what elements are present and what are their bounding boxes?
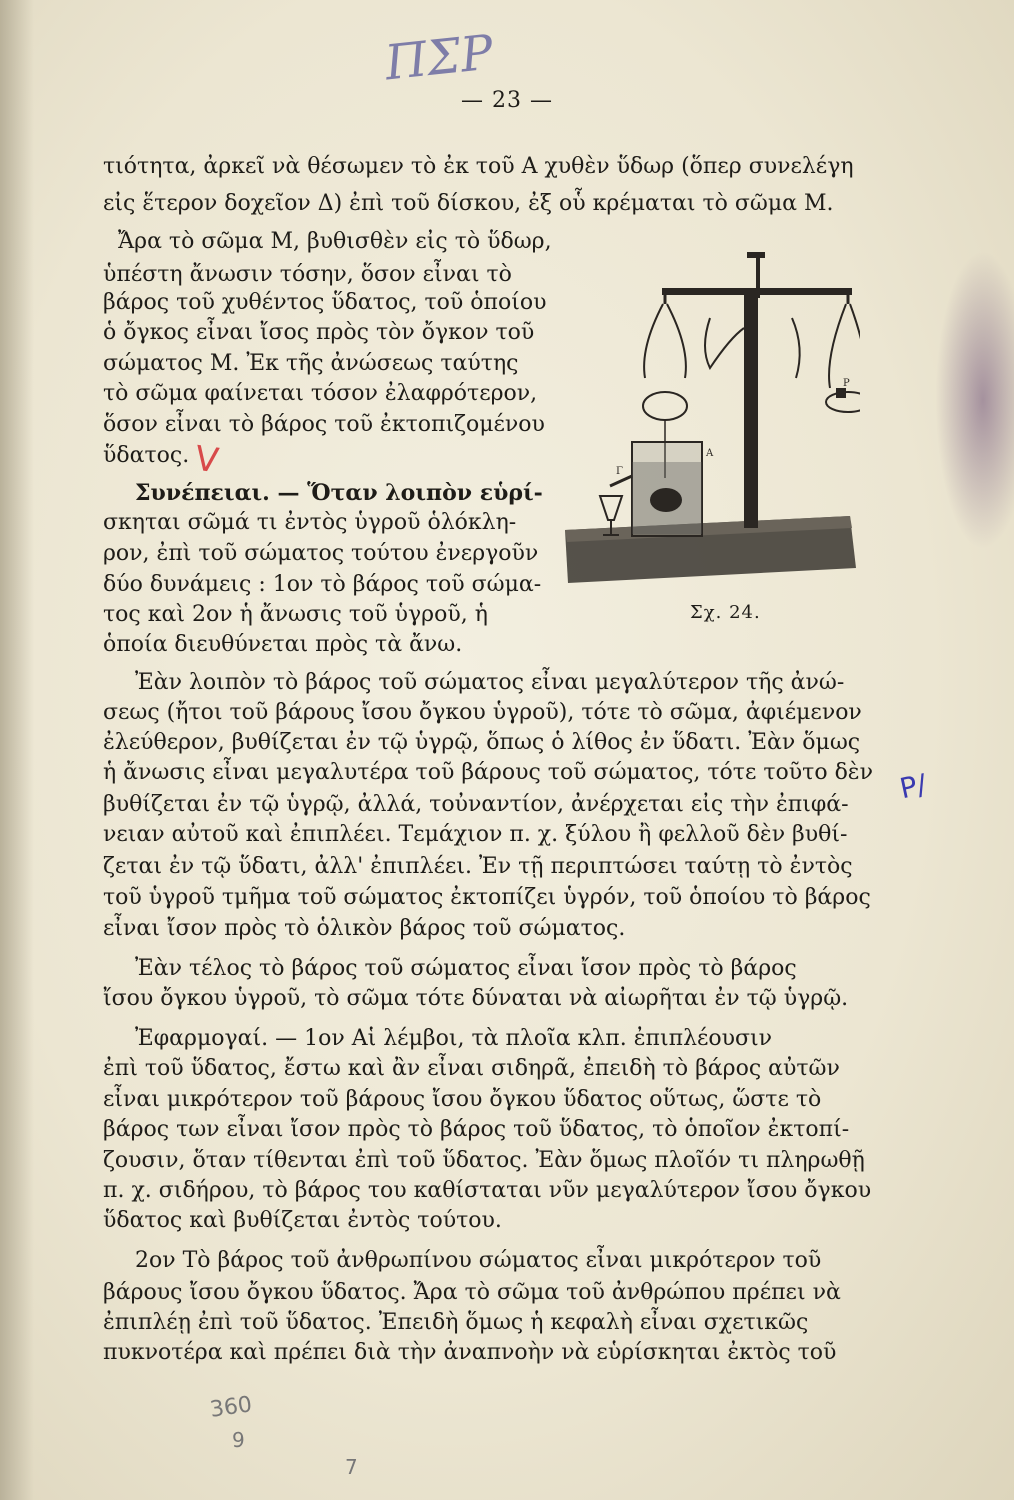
text-line: βυθίζεται ἐν τῷ ὑγρῷ, ἀλλά, τοὐναντίον, ἀνέρχεται εἰς τὴν ἐπιφά- — [103, 792, 849, 817]
text-line: ὅσον εἶναι τὸ βάρος τοῦ ἐκτοπιζομένου — [103, 412, 545, 437]
pencil-note: 7 — [345, 1455, 358, 1479]
text-line: βάρος των εἶναι ἴσον πρὸς τὸ βάρος τοῦ ὕδατος, τὸ ὁποῖον ἐκτοπί- — [103, 1117, 850, 1142]
text-line: βάρους ἴσου ὄγκου ὕδατος. Ἄρα τὸ σῶμα τοῦ ἀνθρώπου πρέπει νὰ — [103, 1280, 841, 1305]
text-line: πυκνοτέρα καὶ πρέπει διὰ τὴν ἀναπνοὴν νὰ εὑρίσκηται ἐκτὸς τοῦ — [103, 1340, 837, 1365]
text-line: ὕδατος καὶ βυθίζεται ἐντὸς τούτου. — [103, 1208, 502, 1233]
text-line: ἐλεύθερον, βυθίζεται ἐν τῷ ὑγρῷ, ὅπως ὁ λίθος ἐν ὕδατι. Ἐὰν ὅμως — [103, 730, 861, 755]
text-line: σκηται σῶμά τι ἐντὸς ὑγροῦ ὁλόκλη- — [103, 510, 517, 535]
text-line: π. χ. σιδήρου, τὸ βάρος του καθίσταται νῦν μεγαλύτερον ἴσου ὄγκου — [103, 1178, 872, 1203]
text-line: ὕδατος. — [103, 443, 190, 468]
text-line: σεως (ἤτοι τοῦ βάρους ἴσου ὄγκου ὑγροῦ), τότε τὸ σῶμα, ἀφιέμενον — [103, 700, 862, 725]
figure-caption: Σχ. 24. — [690, 602, 761, 623]
label-g: Γ — [616, 466, 623, 477]
text-line: ὁποία διευθύνεται πρὸς τὰ ἄνω. — [103, 632, 463, 657]
page-number: — 23 — — [461, 88, 553, 113]
text-line: εἶναι ἴσον πρὸς τὸ ὁλικὸν βάρος τοῦ σώματος. — [103, 916, 626, 941]
label-p: Ρ — [843, 378, 850, 389]
hydrostatic-balance-figure — [560, 238, 860, 598]
pencil-note: 9 — [232, 1428, 245, 1452]
blue-margin-mark: Ρ/ — [896, 767, 930, 806]
text-line: ζουσιν, ὅταν τίθενται ἐπὶ τοῦ ὕδατος. Ἐὰν ὅμως πλοῖόν τι πληρωθῇ — [103, 1148, 865, 1173]
text-line: νειαν αὐτοῦ καὶ ἐπιπλέει. Τεμάχιον π. χ. ξύλου ἢ φελλοῦ δὲν βυθί- — [103, 822, 848, 847]
text-line: ἐπιπλέῃ ἐπὶ τοῦ ὕδατος. Ἐπειδὴ ὅμως ἡ κεφαλὴ εἶναι σχετικῶς — [103, 1310, 809, 1335]
text-line: Ἐὰν λοιπὸν τὸ βάρος τοῦ σώματος εἶναι μεγαλύτερον τῆς ἀνώ- — [135, 670, 845, 695]
text-line: Ἄρα τὸ σῶμα Μ, βυθισθὲν εἰς τὸ ὕδωρ, — [118, 229, 552, 254]
pencil-note: 360 — [208, 1392, 254, 1423]
text-line: 2ον Τὸ βάρος τοῦ ἀνθρωπίνου σώματος εἶναι μικρότερον τοῦ — [135, 1248, 822, 1273]
text-line: δύο δυνάμεις : 1ον τὸ βάρος τοῦ σώμα- — [103, 572, 542, 597]
text-line: τὸ σῶμα φαίνεται τόσον ἐλαφρότερον, — [103, 381, 538, 406]
label-a: Α — [706, 448, 714, 459]
text-line: ἡ ἄνωσις εἶναι μεγαλυτέρα τοῦ βάρους τοῦ σώματος, τότε τοῦτο δὲν — [103, 760, 873, 785]
handwritten-code: ΠΣΡ — [382, 24, 496, 92]
text-line: ἐπὶ τοῦ ὕδατος, ἔστω καὶ ἂν εἶναι σιδηρᾶ, ἐπειδὴ τὸ βάρος αὐτῶν — [103, 1056, 840, 1081]
text-line: ρον, ἐπὶ τοῦ σώματος τούτου ἐνεργοῦν — [103, 541, 539, 566]
binding-shadow — [0, 0, 34, 1500]
text-line: τιότητα, ἀρκεῖ νὰ θέσωμεν τὸ ἐκ τοῦ Α χυθὲν ὕδωρ (ὅπερ συνελέγη — [103, 154, 854, 179]
text-line: εἰς ἕτερον δοχεῖον Δ) ἐπὶ τοῦ δίσκου, ἐξ οὗ κρέμαται τὸ σῶμα Μ. — [103, 191, 834, 216]
text-line: βάρος τοῦ χυθέντος ὕδατος, τοῦ ὁποίου — [103, 290, 547, 315]
text-line: Ἐφαρμογαί. — 1ον Αἱ λέμβοι, τὰ πλοῖα κλπ. ἐπιπλέουσιν — [135, 1026, 773, 1051]
red-check-mark: V — [192, 438, 221, 482]
text-line: σώματος Μ. Ἐκ τῆς ἀνώσεως ταύτης — [103, 351, 519, 376]
section-heading: Συνέπειαι. — Ὅταν λοιπὸν εὑρί- — [135, 480, 543, 506]
text-line: τοῦ ὑγροῦ τμῆμα τοῦ σώματος ἐκτοπίζει ὑγρόν, τοῦ ὁποίου τὸ βάρος — [103, 885, 871, 910]
text-line: τος καὶ 2ον ἡ ἄνωσις τοῦ ὑγροῦ, ἡ — [103, 602, 488, 627]
text-line: ὑπέστη ἄνωσιν τόσην, ὅσον εἶναι τὸ — [103, 262, 512, 287]
text-line: ὁ ὄγκος εἶναι ἴσος πρὸς τὸν ὄγκον τοῦ — [103, 320, 535, 345]
text-line: εἶναι μικρότερον τοῦ βάρους ἴσου ὄγκου ὕδατος οὕτως, ὥστε τὸ — [103, 1087, 822, 1112]
text-line: ζεται ἐν τῷ ὕδατι, ἀλλ' ἐπιπλέει. Ἐν τῇ περιπτώσει ταύτῃ τὸ ἐντὸς — [103, 854, 853, 879]
text-line: ἴσου ὄγκου ὑγροῦ, τὸ σῶμα τότε δύναται νὰ αἰωρῆται ἐν τῷ ὑγρῷ. — [103, 986, 849, 1011]
text-line: Ἐὰν τέλος τὸ βάρος τοῦ σώματος εἶναι ἴσον πρὸς τὸ βάρος — [135, 956, 797, 981]
ink-stain — [935, 250, 1014, 550]
